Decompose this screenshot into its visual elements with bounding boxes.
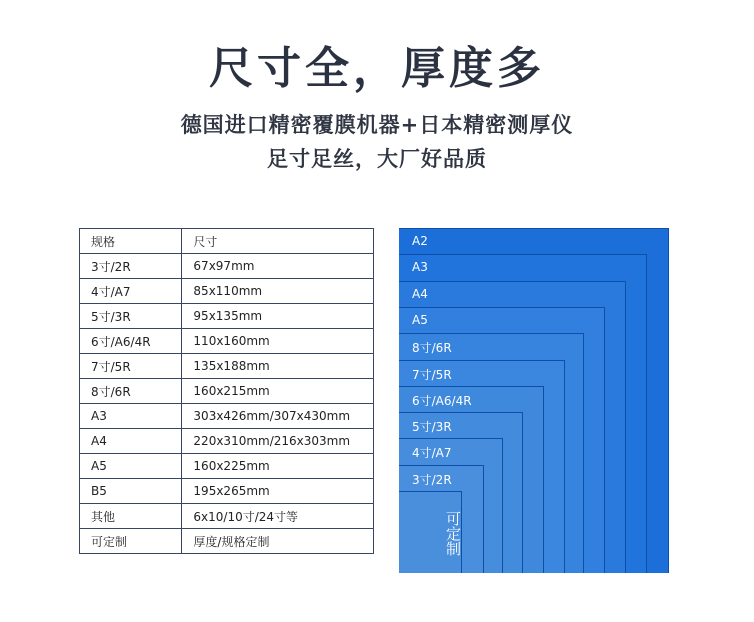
spec-size-cell: 160x225mm	[182, 454, 374, 479]
table-row	[80, 404, 374, 429]
spec-name-cell: 6寸/A6/4R	[80, 329, 182, 354]
size-box-label: 8寸/6R	[412, 341, 452, 356]
size-comparison-diagram	[399, 228, 669, 573]
spec-name-cell: 4寸/A7	[80, 279, 182, 304]
custom-size-box	[399, 491, 462, 573]
size-box-label: 4寸/A7	[412, 446, 452, 461]
table-row	[80, 379, 374, 404]
spec-name-cell: A5	[80, 454, 182, 479]
table-row	[80, 354, 374, 379]
subtitle-line-2: 足寸足丝，大厂好品质	[267, 147, 487, 171]
size-box-label: 6寸/A6/4R	[412, 393, 472, 408]
table-row	[80, 429, 374, 454]
table-row	[80, 279, 374, 304]
spec-size-cell: 6x10/10寸/24寸等	[182, 504, 374, 529]
table-row	[80, 529, 374, 554]
spec-name-cell: 5寸/3R	[80, 304, 182, 329]
size-box-label: A4	[412, 286, 428, 301]
spec-size-cell: 195x265mm	[182, 479, 374, 504]
spec-size-cell: 厚度/规格定制	[182, 529, 374, 554]
spec-size-cell: 85x110mm	[182, 279, 374, 304]
spec-size-cell: 135x188mm	[182, 354, 374, 379]
table-row	[80, 304, 374, 329]
spec-size-cell: 160x215mm	[182, 379, 374, 404]
spec-size-cell: 67x97mm	[182, 254, 374, 279]
size-box-label: A2	[412, 234, 428, 248]
spec-name-cell: A3	[80, 404, 182, 429]
spec-name-cell: A4	[80, 429, 182, 454]
page-title: 尺寸全，厚度多	[209, 43, 545, 94]
spec-name-cell: 可定制	[80, 529, 182, 554]
custom-size-label: 可定制	[444, 510, 462, 556]
table-row	[80, 329, 374, 354]
table-header-row	[80, 229, 374, 254]
spec-name-cell: 规格	[80, 229, 182, 254]
spec-name-cell: B5	[80, 479, 182, 504]
size-box-label: A3	[412, 260, 428, 275]
spec-size-cell: 尺寸	[182, 229, 374, 254]
spec-name-cell: 其他	[80, 504, 182, 529]
size-box-label: A5	[412, 312, 428, 327]
spec-size-cell: 303x426mm/307x430mm	[182, 404, 374, 429]
spec-name-cell: 7寸/5R	[80, 354, 182, 379]
spec-size-cell: 110x160mm	[182, 329, 374, 354]
table-row	[80, 504, 374, 529]
table-row	[80, 254, 374, 279]
table-row	[80, 454, 374, 479]
size-box-label: 3寸/2R	[412, 472, 452, 487]
spec-size-cell: 220x310mm/216x303mm	[182, 429, 374, 454]
table-row	[80, 479, 374, 504]
size-box-label: 7寸/5R	[412, 367, 452, 382]
size-box-label: 5寸/3R	[412, 420, 452, 435]
spec-name-cell: 8寸/6R	[80, 379, 182, 404]
spec-name-cell: 3寸/2R	[80, 254, 182, 279]
spec-size-cell: 95x135mm	[182, 304, 374, 329]
subtitle-line-1: 德国进口精密覆膜机器+日本精密测厚仪	[180, 113, 574, 137]
spec-table	[79, 228, 374, 554]
